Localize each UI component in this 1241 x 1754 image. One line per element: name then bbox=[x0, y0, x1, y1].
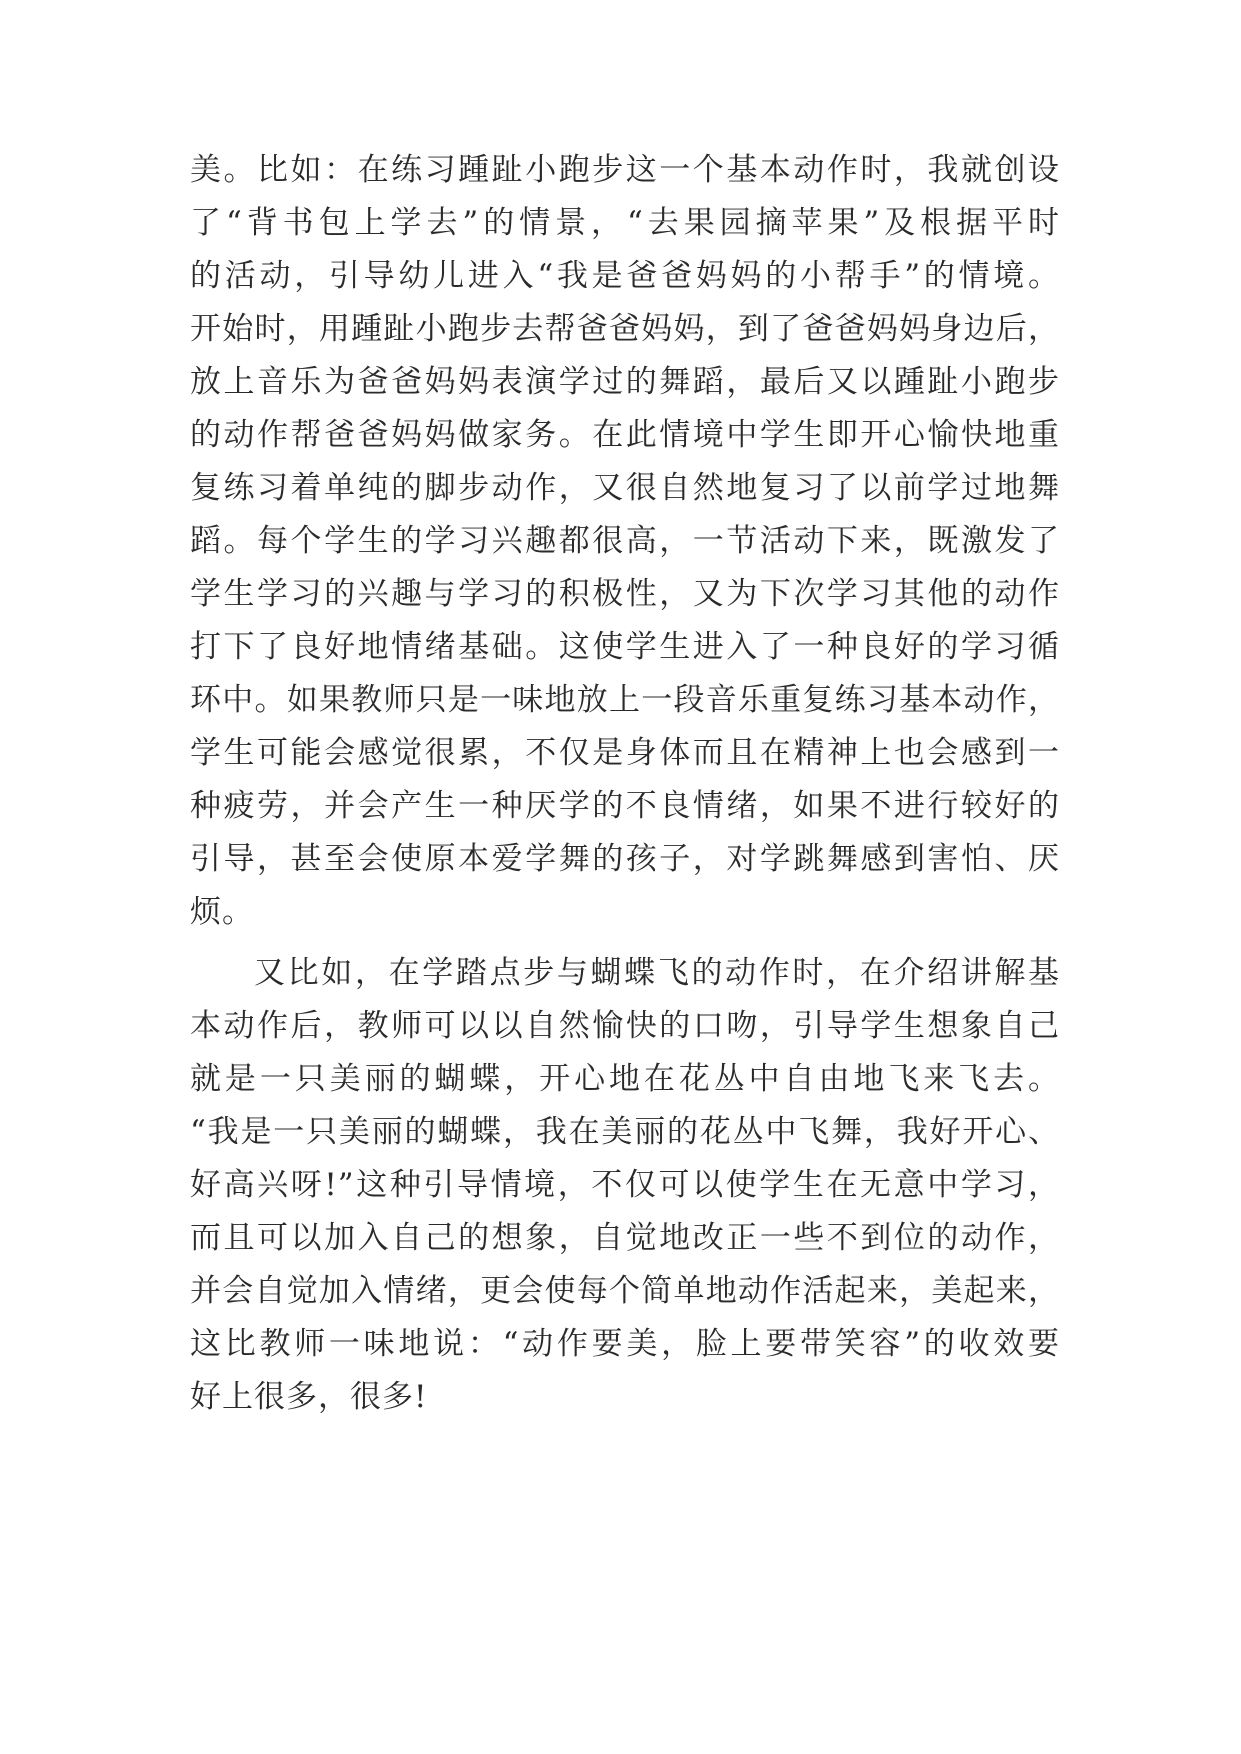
text-line: 环中。如果教师只是一味地放上一段音乐重复练习基本动作， bbox=[190, 682, 1060, 718]
text-line: 好上很多，很多! bbox=[190, 1379, 428, 1415]
text-line: 就是一只美丽的蝴蝶，开心地在花丛中自由地飞来飞去。 bbox=[190, 1061, 1060, 1097]
text-line: 又比如，在学踏点步与蝴蝶飞的动作时，在介绍讲解基 bbox=[254, 955, 1060, 991]
text-line: 开始时，用踵趾小跑步去帮爸爸妈妈，到了爸爸妈妈身边后， bbox=[190, 311, 1060, 347]
text-line: “我是一只美丽的蝴蝶，我在美丽的花丛中飞舞，我好开心、 bbox=[190, 1114, 1060, 1150]
text-line: 的活动，引导幼儿进入“我是爸爸妈妈的小帮手”的情境。 bbox=[190, 258, 1060, 294]
text-line: 好高兴呀!”这种引导情境，不仅可以使学生在无意中学习， bbox=[190, 1167, 1060, 1203]
text-line: 打下了良好地情绪基础。这使学生进入了一种良好的学习循 bbox=[190, 629, 1060, 665]
text-line: 本动作后，教师可以以自然愉快的口吻，引导学生想象自己 bbox=[190, 1008, 1060, 1044]
text-line: 学生可能会感觉很累，不仅是身体而且在精神上也会感到一 bbox=[190, 735, 1060, 771]
text-line: 引导，甚至会使原本爱学舞的孩子，对学跳舞感到害怕、厌 bbox=[190, 841, 1060, 877]
text-line: 了“背书包上学去”的情景，“去果园摘苹果”及根据平时 bbox=[190, 205, 1060, 241]
text-line: 学生学习的兴趣与学习的积极性，又为下次学习其他的动作 bbox=[190, 576, 1060, 612]
text-line: 种疲劳，并会产生一种厌学的不良情绪，如果不进行较好的 bbox=[190, 788, 1060, 824]
text-line: 放上音乐为爸爸妈妈表演学过的舞蹈，最后又以踵趾小跑步 bbox=[190, 364, 1060, 400]
text-line: 这比教师一味地说：“动作要美，脸上要带笑容”的收效要 bbox=[190, 1326, 1060, 1362]
text-line: 美。比如：在练习踵趾小跑步这一个基本动作时，我就创设 bbox=[190, 152, 1060, 188]
text-line: 烦。 bbox=[190, 894, 254, 930]
text-line: 蹈。每个学生的学习兴趣都很高，一节活动下来，既激发了 bbox=[190, 523, 1060, 559]
text-line: 复练习着单纯的脚步动作，又很自然地复习了以前学过地舞 bbox=[190, 470, 1060, 506]
text-line: 并会自觉加入情绪，更会使每个简单地动作活起来，美起来， bbox=[190, 1273, 1060, 1309]
text-line: 而且可以加入自己的想象，自觉地改正一些不到位的动作， bbox=[190, 1220, 1060, 1256]
text-line: 的动作帮爸爸妈妈做家务。在此情境中学生即开心愉快地重 bbox=[190, 417, 1060, 453]
